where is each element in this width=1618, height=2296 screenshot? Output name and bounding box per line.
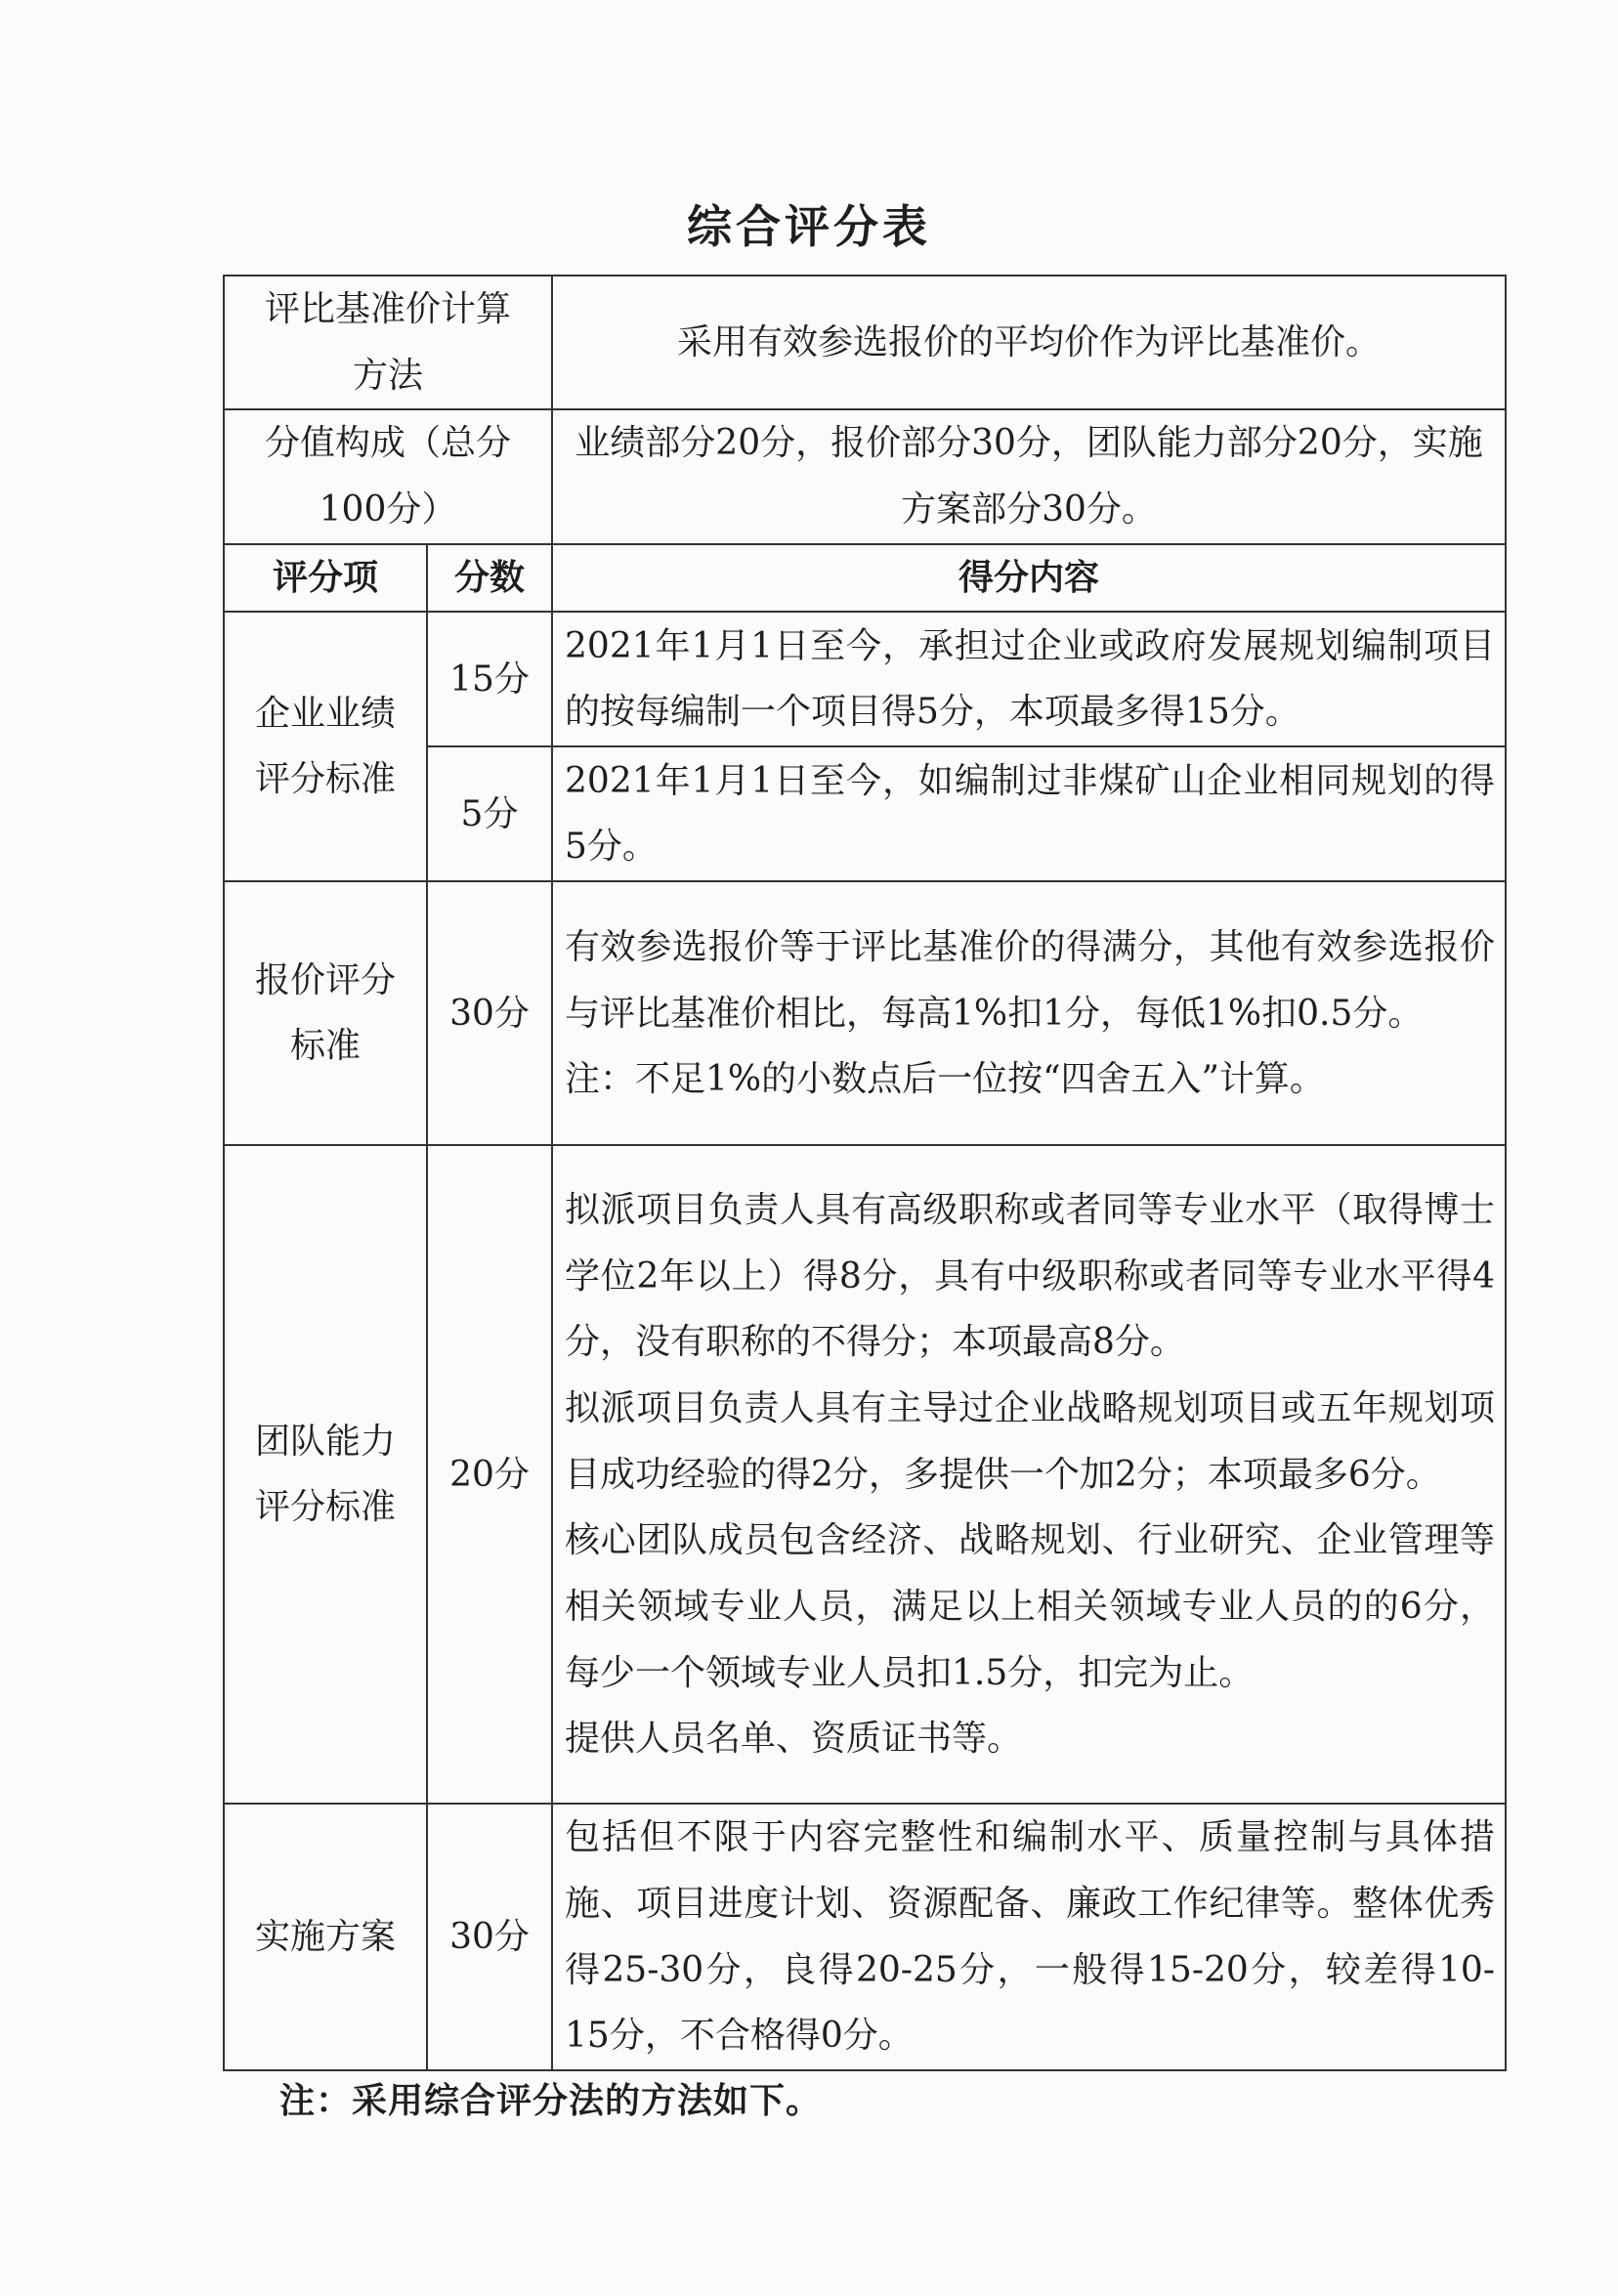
table-row-price [224,881,1506,1145]
price-text-2: 注：不足1%的小数点后一位按“四舍五入”计算。 [565,1059,1325,1100]
team-content [552,1145,1506,1804]
table-row-performance-1 [224,612,1506,746]
header-item: 评分项 [224,544,427,613]
scoring-table [223,275,1507,2071]
performance-text-1: 2021年1月1日至今，承担过企业或政府发展规划编制项目的按每编制一个项目得5分，本项最多得15分。 [552,612,1506,746]
team-text-4: 提供人员名单、资质证书等。 [565,1719,1023,1760]
plan-label: 实施方案 [224,1804,427,2070]
price-content [552,881,1506,1145]
team-text-3: 核心团队成员包含经济、战略规划、行业研究、企业管理等相关领域专业人员，满足以上相关领域专业人员的的6分，每少一个领域专业人员扣1.5分，扣完为止。 [565,1520,1496,1693]
table-row-composition [224,409,1506,543]
table-header-row [224,544,1506,613]
page-title: 综合评分表 [687,200,931,253]
team-text-1: 拟派项目负责人具有高级职称或者同等专业水平（取得博士学位2年以上）得8分，具有中级职称或者同等专业水平得4分，没有职称的不得分；本项最高8分。 [565,1189,1496,1363]
plan-score: 30分 [427,1804,552,2070]
performance-text-2: 2021年1月1日至今，如编制过非煤矿山企业相同规划的得5分。 [552,746,1506,881]
performance-label: 企业业绩评分标准 [224,612,427,881]
footnote: 注：采用综合评分法的方法如下。 [279,2080,823,2121]
table-row-method [224,276,1506,409]
header-content: 得分内容 [552,544,1506,613]
team-text-2: 拟派项目负责人具有主导过企业战略规划项目或五年规划项目成功经验的得2分，多提供一个加2分；本项最多6分。 [565,1387,1496,1495]
composition-label: 分值构成（总分100分） [224,409,552,543]
price-text-1: 有效参选报价等于评比基准价的得满分，其他有效参选报价与评比基准价相比，每高1%扣1分，每低1%扣0.5分。 [565,926,1496,1034]
price-score: 30分 [427,881,552,1145]
performance-score-2: 5分 [427,746,552,881]
team-score: 20分 [427,1145,552,1804]
composition-content: 业绩部分20分，报价部分30分，团队能力部分20分，实施方案部分30分。 [552,409,1506,543]
price-label: 报价评分标准 [224,881,427,1145]
team-label: 团队能力评分标准 [224,1145,427,1804]
method-label: 评比基准价计算方法 [224,276,552,409]
method-content: 采用有效参选报价的平均价作为评比基准价。 [552,276,1506,409]
table-row-plan [224,1804,1506,2070]
header-score: 分数 [427,544,552,613]
performance-score-1: 15分 [427,612,552,746]
table-row-team [224,1145,1506,1804]
plan-text: 包括但不限于内容完整性和编制水平、质量控制与具体措施、项目进度计划、资源配备、廉政工作纪律等。整体优秀得25-30分，良得20-25分，一般得15-20分，较差得10-15分，不合格得0分。 [552,1804,1506,2070]
